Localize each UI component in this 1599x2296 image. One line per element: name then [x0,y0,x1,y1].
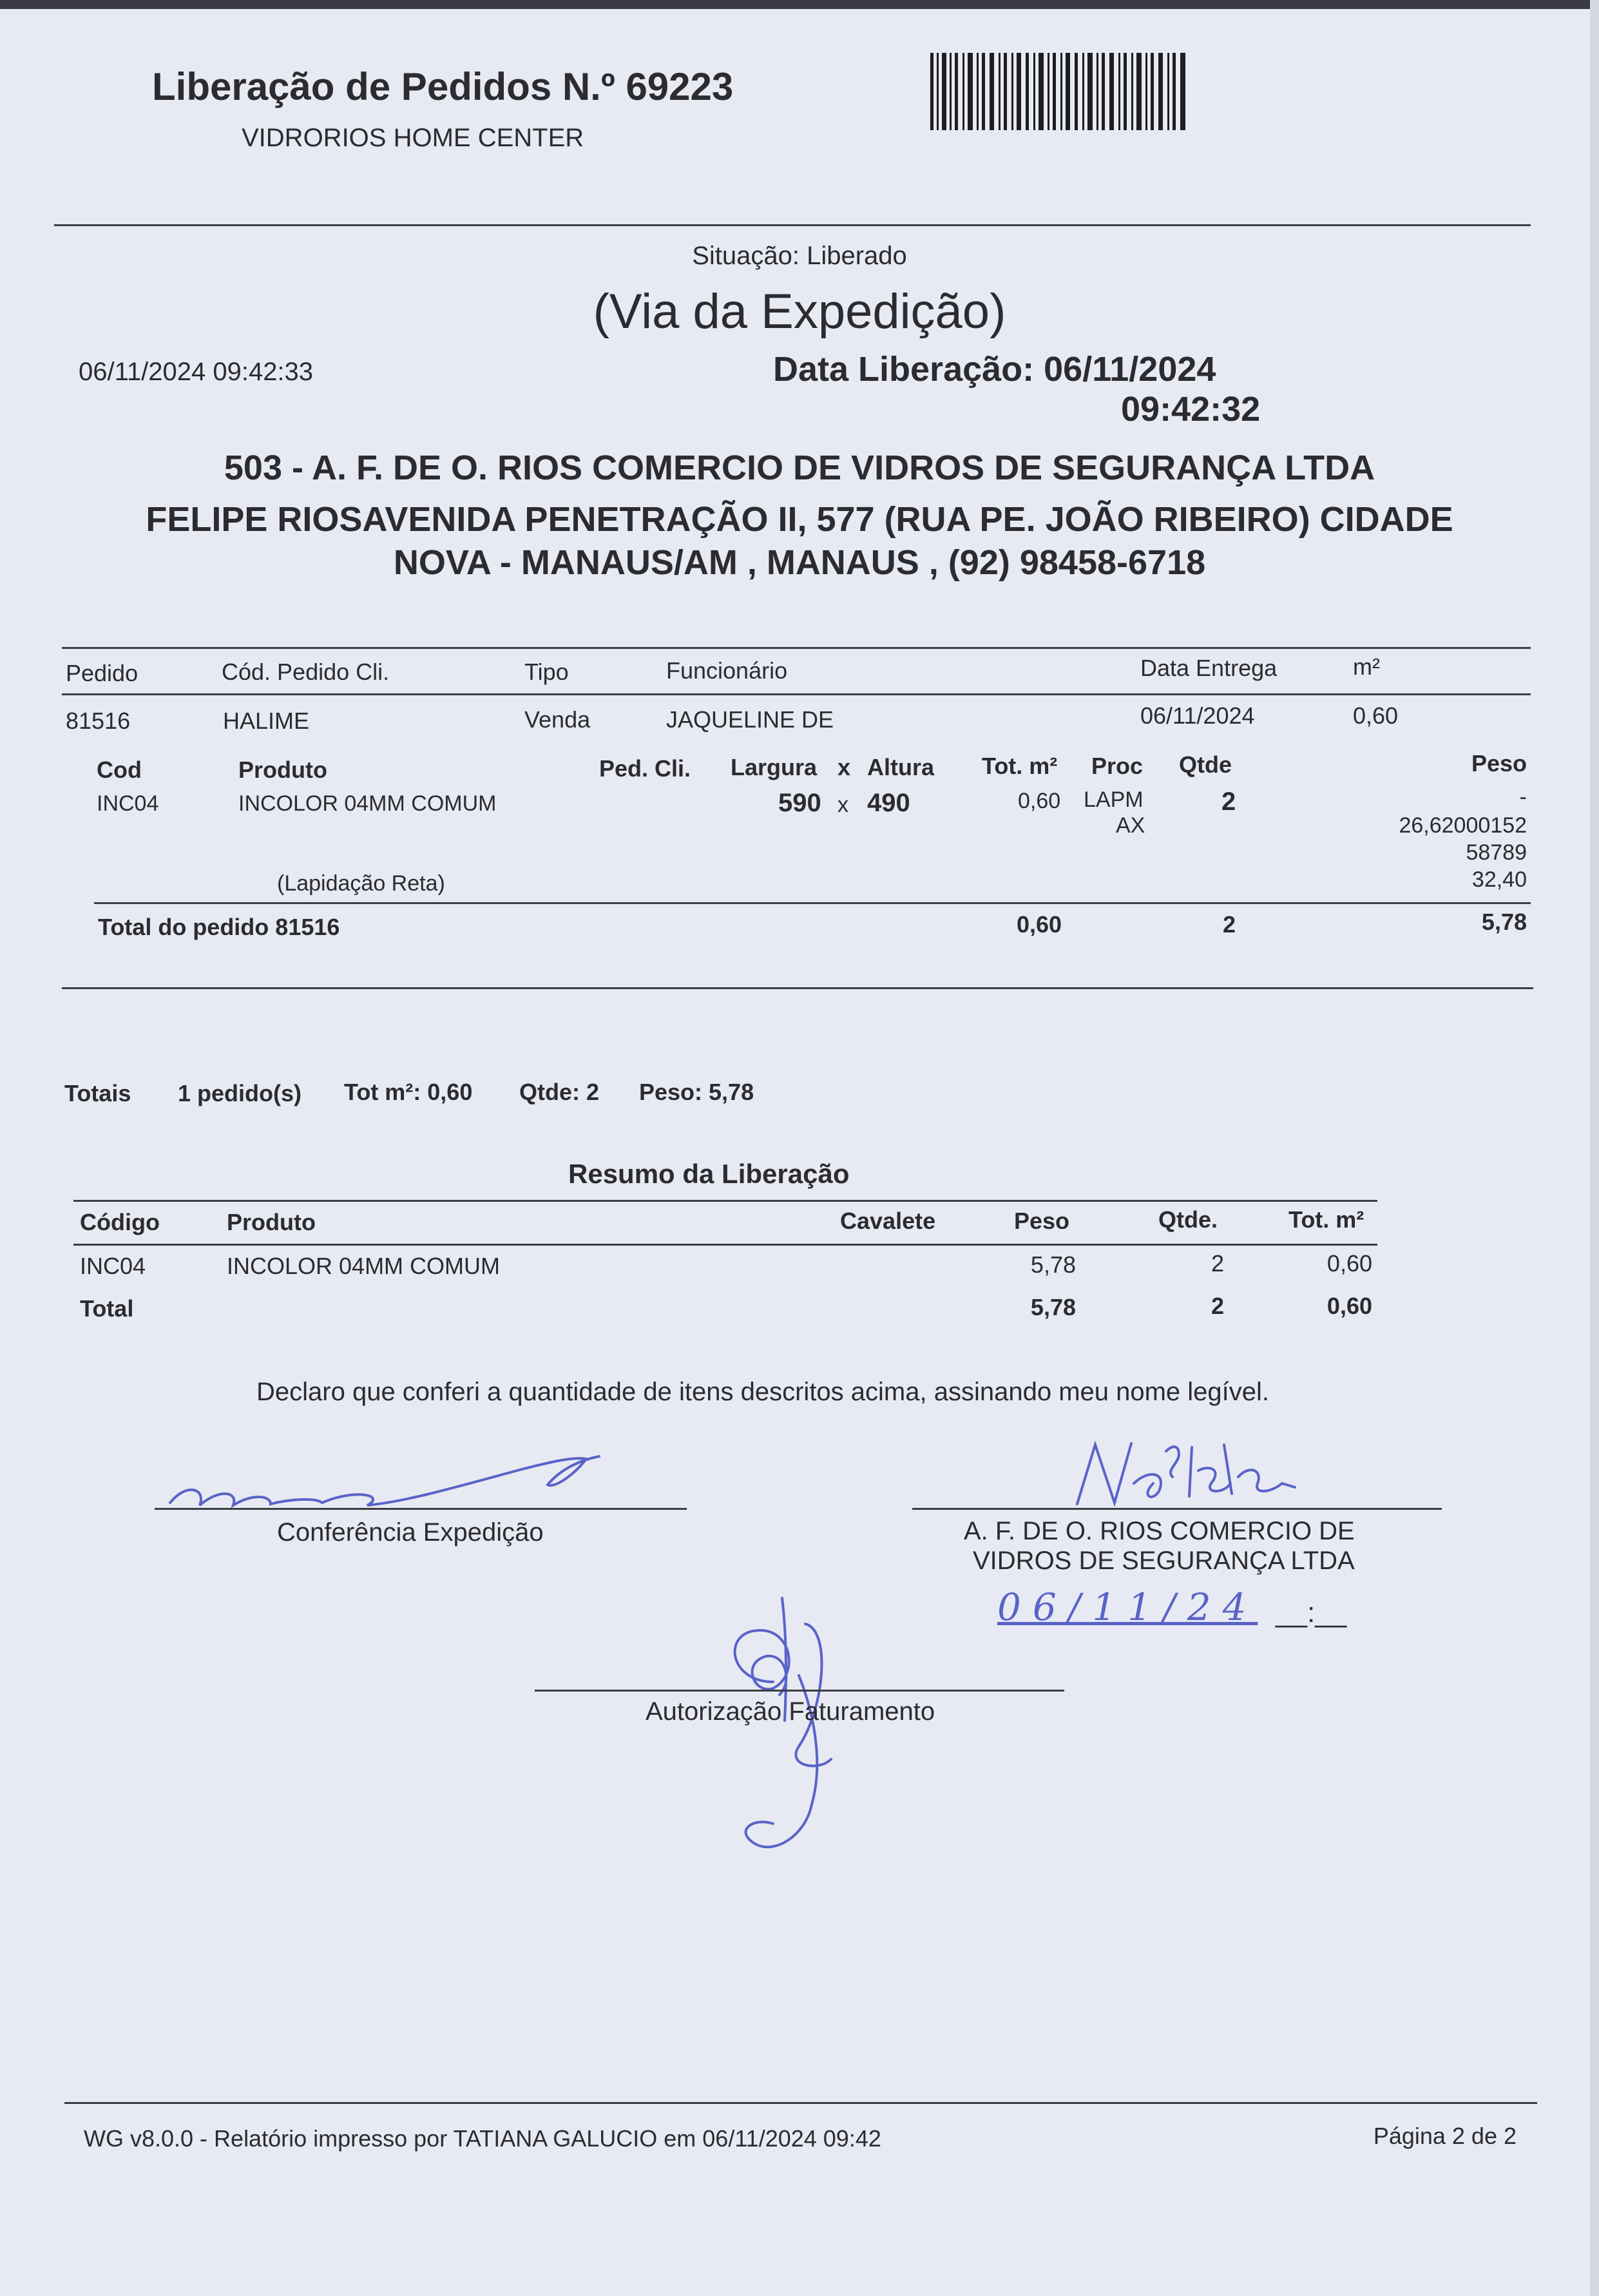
items-header-qtde: Qtde [1179,751,1232,778]
order-funcionario: JAQUELINE DE [666,706,834,733]
items-header-ped-cli: Ped. Cli. [599,755,691,782]
item-largura: 590 [778,789,821,817]
header-data-entrega: Data Entrega [1140,655,1278,681]
totals-tot-m2: Tot m²: 0,60 [344,1079,473,1105]
summary-row-tot-m2: 0,60 [1326,1250,1372,1277]
item-produto: INCOLOR 04MM COMUM [238,791,497,816]
summary-row-peso: 5,78 [1030,1251,1076,1278]
summary-total-label: Total [80,1295,134,1322]
signature-label-right-line1: A. F. DE O. RIOS COMERCIO DE [964,1517,1355,1545]
header-divider [54,224,1531,226]
totals-peso: Peso: 5,78 [639,1079,754,1105]
totals-label: Totais [64,1080,131,1106]
items-header-tot-m2: Tot. m² [982,753,1058,779]
signature-label-center: Autorização Faturamento [646,1697,935,1726]
order-pedido: 81516 [66,708,131,734]
summary-header-qtde: Qtde. [1158,1206,1218,1233]
order-total-peso: 5,78 [1481,909,1527,935]
item-altura: 490 [867,789,910,817]
item-peso-line1: - [1519,785,1527,809]
signature-conferencia [161,1443,612,1527]
document-title: Liberação de Pedidos N.º 69223 [152,65,734,108]
customer-address-line1: FELIPE RIOSAVENIDA PENETRAÇÃO II, 577 (RUA PE. JOÃO RIBEIRO) CIDADE [146,500,1453,539]
signature-line-left [155,1508,687,1510]
totals-qtde: Qtde: 2 [519,1079,600,1105]
company-name: VIDRORIOS HOME CENTER [242,124,584,152]
scan-edge-top [0,0,1599,9]
time-blank: __:__ [1276,1597,1347,1628]
item-proc-line1: LAPM [1084,787,1144,812]
signature-company [1069,1432,1301,1509]
release-time: 09:42:32 [1121,390,1261,429]
items-header-x: x [838,754,851,780]
summary-title: Resumo da Liberação [568,1159,850,1189]
signature-label-left: Conferência Expedição [277,1518,544,1547]
signature-line-right [912,1508,1442,1510]
item-proc-line2: AX [1116,813,1145,838]
header-cod-pedido-cli: Cód. Pedido Cli. [222,659,390,685]
items-header-peso: Peso [1471,750,1527,777]
printed-timestamp: 06/11/2024 09:42:33 [79,358,314,386]
order-tipo: Venda [524,706,591,733]
item-total-rule [94,902,1531,904]
declaration-text: Declaro que conferi a quantidade de itens descritos acima, assinando meu nome legível. [256,1378,1270,1406]
footer-report-info: WG v8.0.0 - Relatório impresso por TATIANA GALUCIO em 06/11/2024 09:42 [84,2125,881,2152]
item-cod: INC04 [97,791,159,816]
summary-total-qtde: 2 [1211,1293,1224,1319]
customer-name: 503 - A. F. DE O. RIOS COMERCIO DE VIDROS DE SEGURANÇA LTDA [224,449,1375,487]
summary-total-tot-m2: 0,60 [1326,1293,1372,1319]
order-section-end-rule [62,987,1533,989]
order-table-header-rule [62,693,1531,695]
item-qtde: 2 [1221,787,1236,816]
order-table-top-rule [62,647,1531,649]
item-x: x [838,793,848,817]
items-header-largura: Largura [731,754,818,780]
summary-header-codigo: Código [80,1209,160,1235]
header-funcionario: Funcionário [666,657,788,684]
footer-rule [64,2102,1537,2104]
summary-row-produto: INCOLOR 04MM COMUM [227,1253,501,1279]
footer-page-number: Página 2 de 2 [1373,2123,1517,2149]
copy-label: (Via da Expedição) [593,284,1006,339]
item-peso-line3: 58789 [1466,840,1527,865]
summary-row-qtde: 2 [1211,1250,1224,1277]
item-tot-m2: 0,60 [1018,789,1061,813]
order-total-m2: 0,60 [1017,911,1062,938]
handwritten-date: 06/11/24 [997,1585,1258,1629]
order-data-entrega: 06/11/2024 [1140,702,1255,729]
items-header-proc: Proc [1091,753,1144,779]
signature-label-right-line2: VIDROS DE SEGURANÇA LTDA [973,1547,1355,1575]
order-total-label: Total do pedido 81516 [98,914,340,940]
item-peso-line2: 26,62000152 [1399,813,1527,838]
summary-header-produto: Produto [227,1209,316,1235]
summary-header-rule [73,1244,1377,1246]
items-header-altura: Altura [867,754,935,780]
summary-total-peso: 5,78 [1030,1294,1076,1320]
barcode-icon [930,53,1188,133]
header-tipo: Tipo [524,659,569,685]
status-text: Situação: Liberado [692,242,907,270]
summary-header-tot-m2: Tot. m² [1288,1206,1364,1233]
summary-top-rule [73,1200,1377,1202]
header-m2: m² [1353,653,1380,680]
order-total-qtde: 2 [1223,911,1236,938]
summary-header-peso: Peso [1014,1208,1070,1234]
summary-header-cavalete: Cavalete [840,1208,936,1234]
summary-row-codigo: INC04 [80,1253,146,1279]
order-cod-cli: HALIME [223,708,310,734]
customer-address-line2: NOVA - MANAUS/AM , MANAUS , (92) 98458-6718 [393,543,1206,582]
item-note: (Lapidação Reta) [277,871,445,896]
header-pedido: Pedido [66,660,139,686]
scan-edge-right [1590,0,1599,2296]
signature-line-center [535,1690,1064,1692]
totals-pedidos: 1 pedido(s) [178,1080,302,1106]
items-header-produto: Produto [238,757,327,783]
release-date: Data Liberação: 06/11/2024 [773,350,1216,389]
order-m2: 0,60 [1353,702,1399,729]
item-peso-line4: 32,40 [1471,867,1527,892]
items-header-cod: Cod [97,757,142,783]
